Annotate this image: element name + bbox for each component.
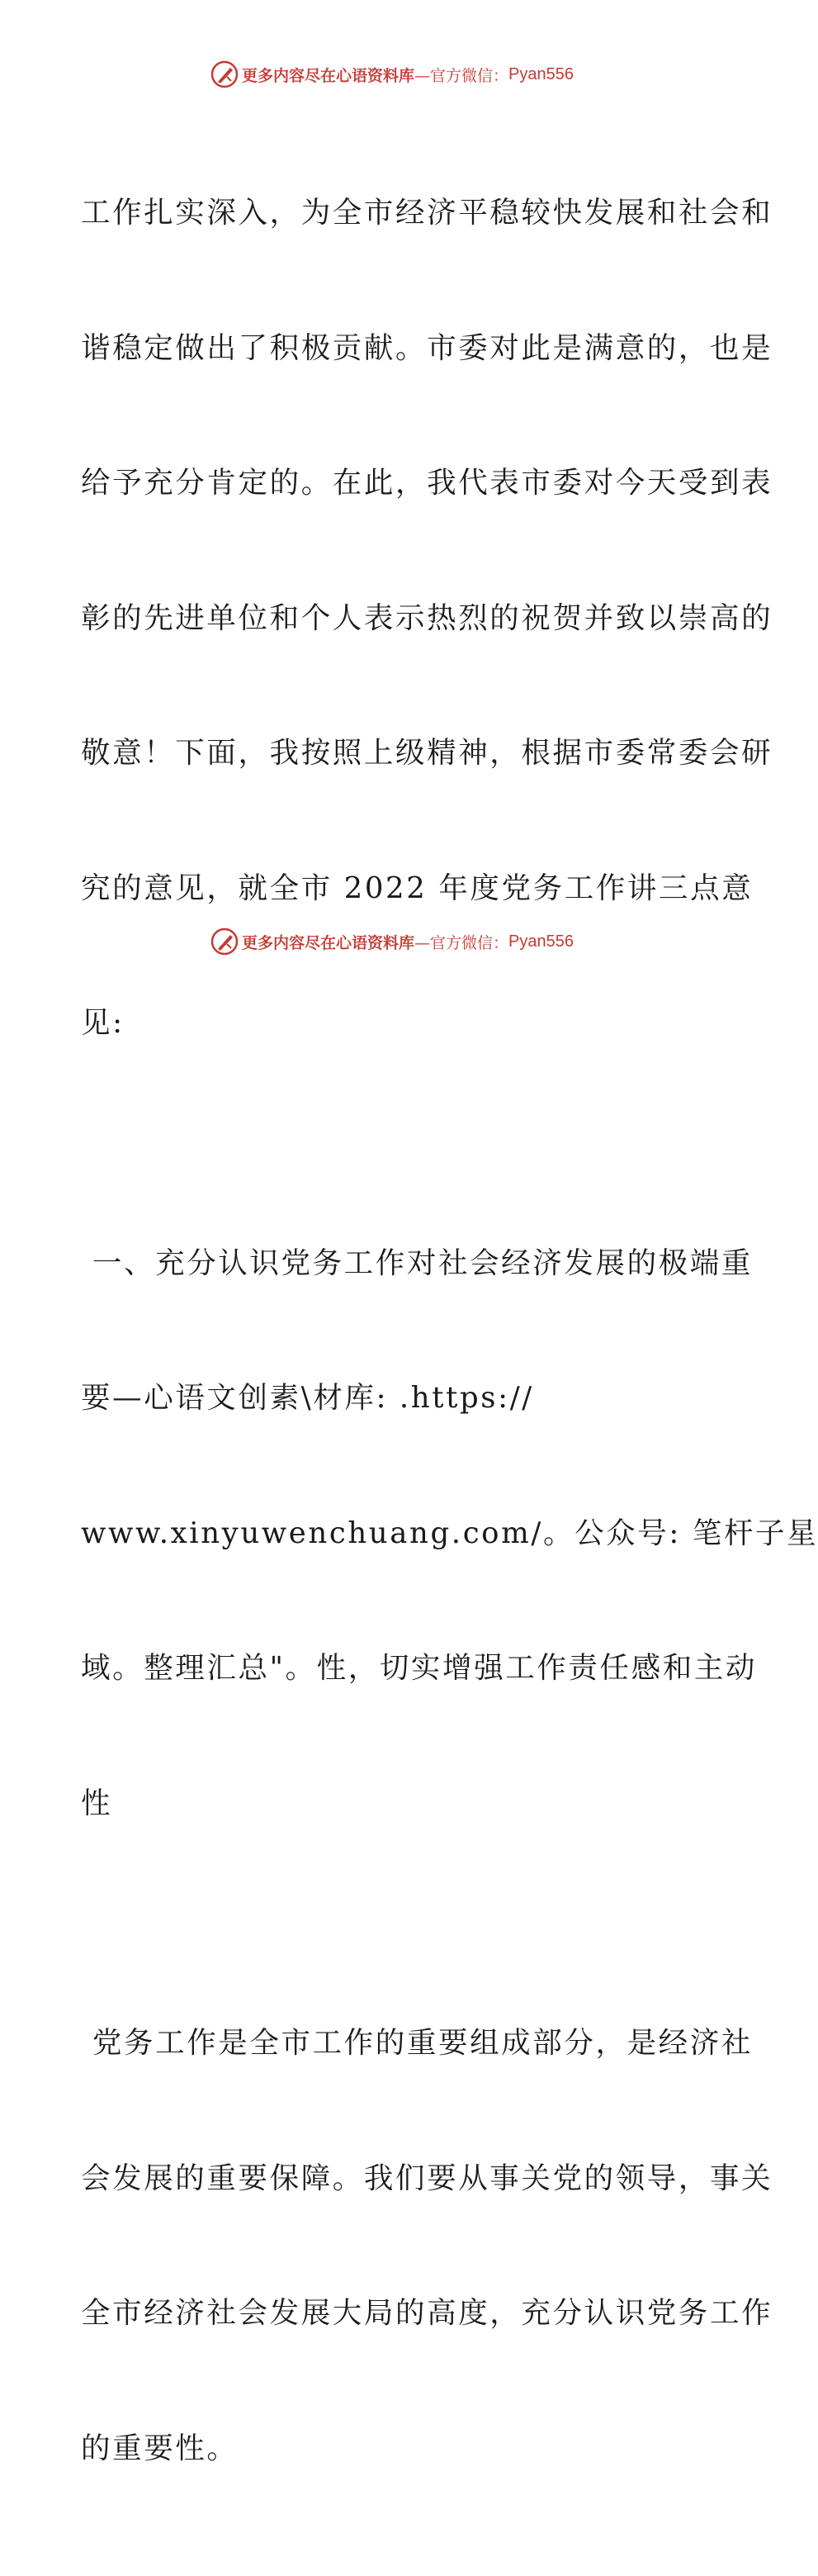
watermark-sub: —官方微信： (414, 66, 509, 85)
text-line: 性 (81, 1786, 113, 1820)
watermark-wechat-id: Pyan556 (508, 932, 574, 951)
text-line: 域。整理汇总"。性，切实增强工作责任感和主动 (81, 1651, 758, 1685)
text-line: 工作扎实深入，为全市经济平稳较快发展和社会和 (81, 196, 773, 230)
text-line: 一、充分认识党务工作对社会经济发展的极端重 (81, 1245, 753, 1280)
text-line: 彰的先进单位和个人表示热烈的祝贺并致以崇高的 (81, 600, 773, 635)
paragraph-intro (81, 101, 773, 1136)
paragraph-body (81, 1931, 773, 2561)
text-line: www.xinyuwenchuang.com/。公众号: 笔杆子星 (81, 1516, 818, 1550)
text-line: 见: (81, 1006, 125, 1040)
watermark-text: 更多内容尽在心语资料库 (242, 933, 415, 952)
header-watermark (0, 58, 784, 91)
text-line: 谐稳定做出了积极贡献。市委对此是满意的，也是 (81, 330, 773, 365)
document-body (81, 101, 818, 2576)
quill-logo-icon (210, 60, 239, 88)
text-line: 党务工作是全市工作的重要组成部分，是经济社 (81, 2026, 753, 2060)
footer-watermark (0, 925, 784, 958)
text-line: 究的意见，就全市 2022 年度党务工作讲三点意 (81, 871, 754, 905)
text-line: 全市经济社会发展大局的高度，充分认识党务工作 (81, 2296, 773, 2330)
text-line: 会发展的重要保障。我们要从事关党的领导，事关 (81, 2161, 773, 2195)
watermark-text: 更多内容尽在心语资料库 (242, 66, 415, 85)
text-line: 给予充分肯定的。在此，我代表市委对今天受到表 (81, 466, 773, 500)
quill-logo-icon (210, 927, 239, 956)
text-line: 要—心语文创素\材库: .https:// (81, 1381, 534, 1415)
section-heading-1 (81, 1151, 818, 1917)
text-line: 敬意！下面，我按照上级精神，根据市委常委会研 (81, 736, 773, 770)
watermark-sub: —官方微信： (414, 933, 509, 952)
text-line: 的重要性。 (81, 2431, 239, 2465)
watermark-wechat-id: Pyan556 (508, 64, 574, 83)
